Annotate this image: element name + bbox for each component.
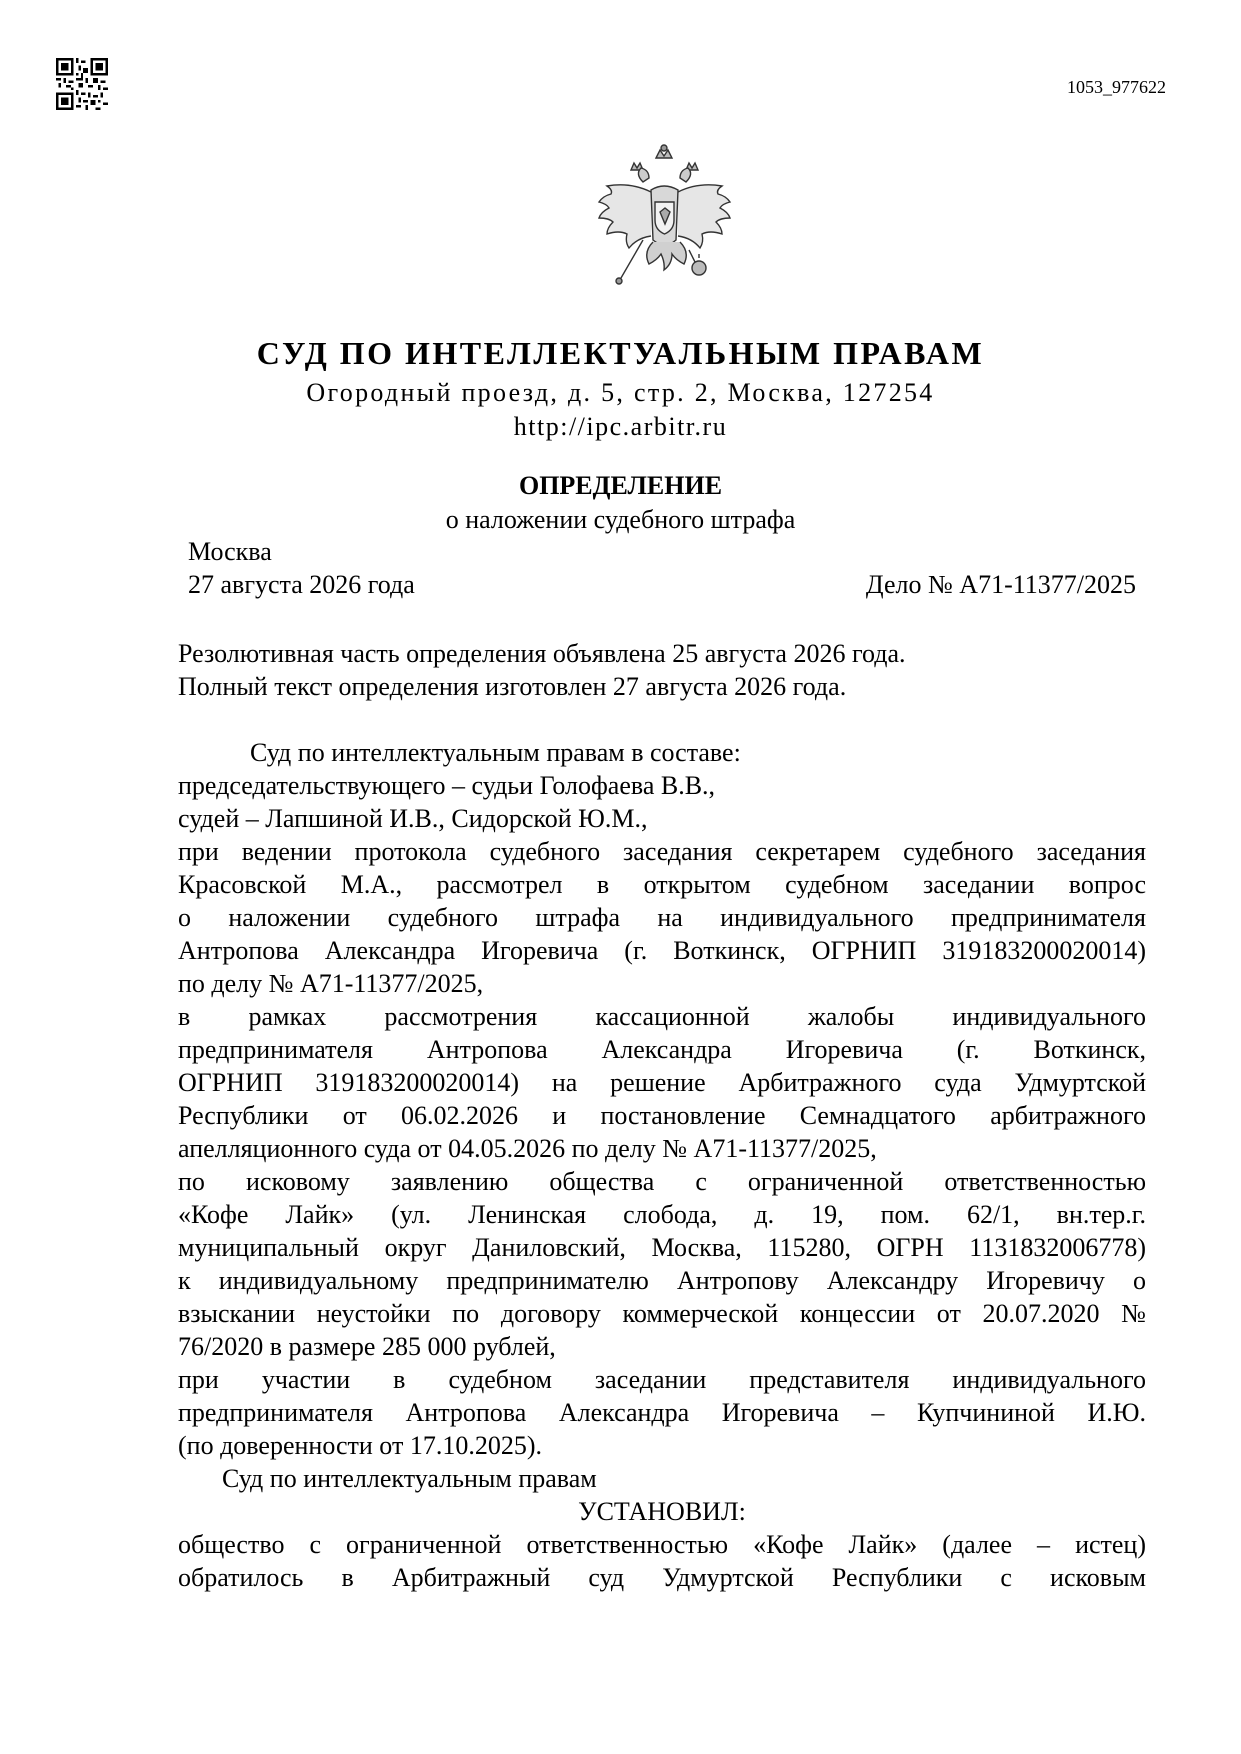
document-subtitle: о наложении судебного штрафа [445, 505, 796, 534]
coat-of-arms-emblem [593, 140, 736, 290]
text-line: «Кофе Лайк» (ул. Ленинская слобода, д. 19, пом. 62/1, вн.тер.г. [178, 1200, 1146, 1229]
document-id: 1053_977622 [1067, 77, 1166, 97]
text-line: по делу № А71-11377/2025, [178, 969, 484, 998]
text-line: предпринимателя Антропова Александра Игоревича – Купчининой И.Ю. [178, 1398, 1146, 1427]
document-body [178, 637, 1146, 1594]
judges: судей – Лапшиной И.В., Сидорской Ю.М., [178, 804, 648, 833]
text-line: муниципальный округ Даниловский, Москва, 115280, ОГРН 1131832006778) [178, 1233, 1146, 1262]
text-line: общество с ограниченной ответственностью «Кофе Лайк» (далее – истец) [178, 1530, 1146, 1559]
court-name: СУД ПО ИНТЕЛЛЕКТУАЛЬНЫМ ПРАВАМ [256, 335, 985, 371]
announcement-line: Полный текст определения изготовлен 27 августа 2026 года. [178, 672, 847, 701]
text-line: в рамках рассмотрения кассационной жалобы индивидуального [178, 1002, 1146, 1031]
text-line: (по доверенности от 17.10.2025). [178, 1431, 542, 1460]
text-line: Красовской М.А., рассмотрел в открытом судебном заседании вопрос [178, 870, 1146, 899]
document-title: ОПРЕДЕЛЕНИЕ [518, 471, 723, 500]
court-address: Огородный проезд, д. 5, стр. 2, Москва, 127254 [306, 378, 935, 407]
text-line: обратилось в Арбитражный суд Удмуртской Республики с исковым [178, 1563, 1146, 1592]
text-line: 76/2020 в размере 285 000 рублей, [178, 1332, 556, 1361]
presiding-judge: председательствующего – судьи Голофаева В.В., [178, 771, 716, 800]
composition-intro: Суд по интеллектуальным правам в составе: [250, 738, 741, 767]
text-line: о наложении судебного штрафа на индивидуального предпринимателя [178, 903, 1146, 932]
document-city: Москва [188, 537, 272, 566]
text-line: по исковому заявлению общества с ограниченной ответственностью [178, 1167, 1146, 1196]
text-line: взыскании неустойки по договору коммерческой концессии от 20.07.2020 № [178, 1299, 1146, 1328]
case-number: Дело № А71-11377/2025 [865, 570, 1136, 599]
court-line: Суд по интеллектуальным правам [222, 1464, 597, 1493]
text-line: предпринимателя Антропова Александра Игоревича (г. Воткинск, [178, 1035, 1146, 1064]
court-url: http://ipc.arbitr.ru [513, 412, 728, 441]
qr-code [56, 58, 108, 110]
text-line: апелляционного суда от 04.05.2026 по делу № А71-11377/2025, [178, 1134, 877, 1163]
text-line: к индивидуальному предпринимателю Антропову Александру Игоревичу о [178, 1266, 1146, 1295]
document-date: 27 августа 2026 года [188, 570, 415, 599]
established-heading: УСТАНОВИЛ: [578, 1497, 746, 1526]
announcement-line: Резолютивная часть определения объявлена 25 августа 2026 года. [178, 639, 906, 668]
text-line: при участии в судебном заседании представителя индивидуального [178, 1365, 1146, 1394]
text-line: Республики от 06.02.2026 и постановление Семнадцатого арбитражного [178, 1101, 1146, 1130]
text-line: Антропова Александра Игоревича (г. Воткинск, ОГРНИП 319183200020014) [178, 936, 1146, 965]
text-line: ОГРНИП 319183200020014) на решение Арбитражного суда Удмуртской [178, 1068, 1146, 1097]
text-line: при ведении протокола судебного заседания секретарем судебного заседания [178, 837, 1146, 866]
